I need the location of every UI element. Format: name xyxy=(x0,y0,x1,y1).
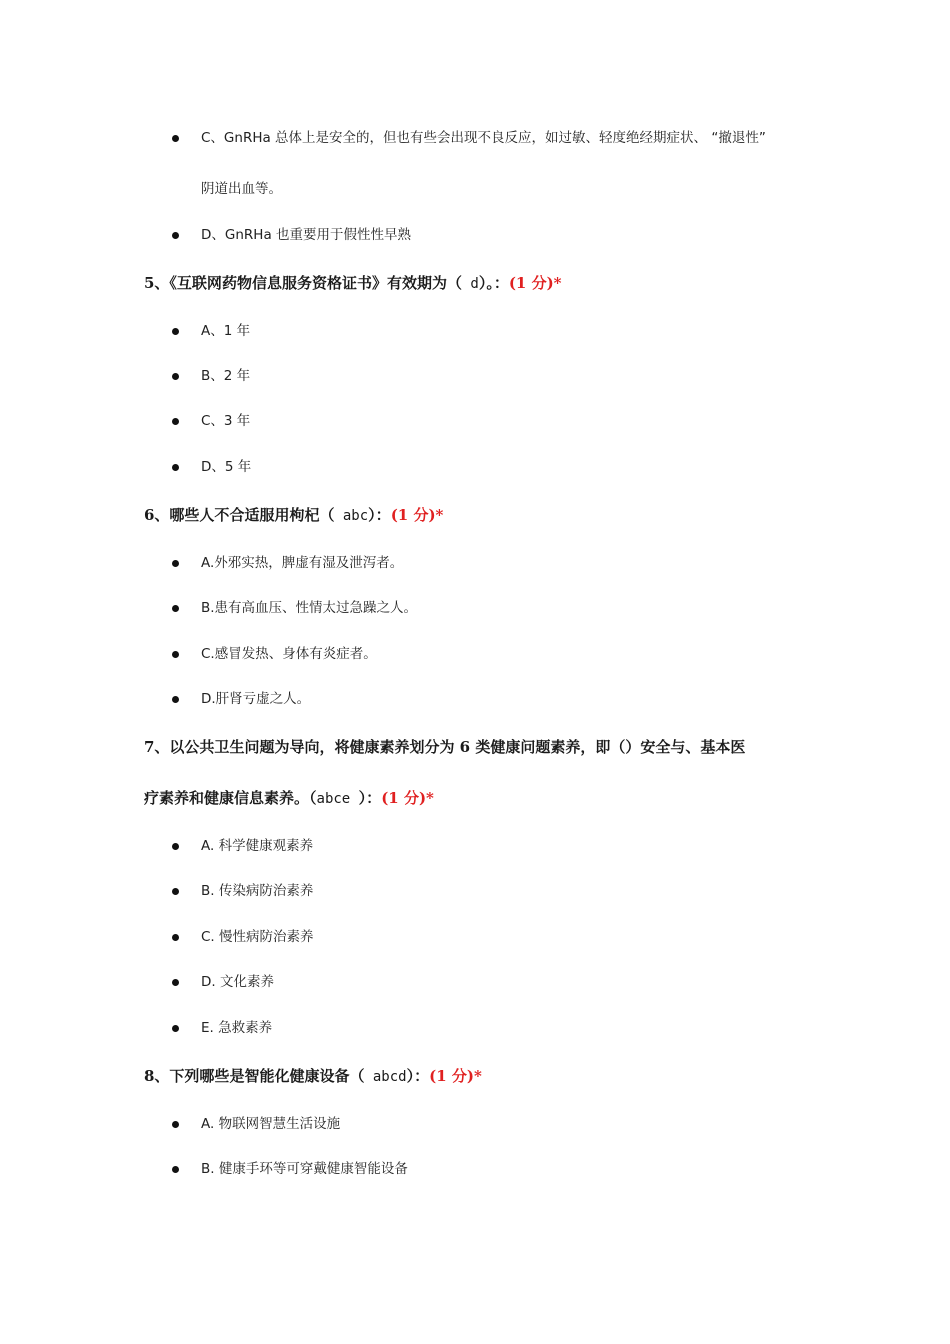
question-prefix: 6、哪些人不合适服用枸杞（ xyxy=(144,506,335,524)
list-item xyxy=(0,457,950,481)
bullet-icon xyxy=(172,934,179,941)
question-score: (1 分)* xyxy=(508,274,562,292)
option-text: B、2 年 xyxy=(201,368,251,384)
bullet-icon xyxy=(172,979,179,986)
list-item xyxy=(0,689,950,713)
option-text: C. 慢性病防治素养 xyxy=(201,929,314,945)
bullet-icon xyxy=(172,1166,179,1173)
question-answer: abcd xyxy=(364,1069,407,1085)
question-prefix: 疗素养和健康信息素养。（ xyxy=(144,789,317,807)
bullet-icon xyxy=(172,464,179,471)
option-text: B. 健康手环等可穿戴健康智能设备 xyxy=(201,1161,408,1177)
option-text: C.感冒发热、身体有炎症者。 xyxy=(201,646,377,662)
question-title-line1: 7、以公共卫生问题为导向，将健康素养划分为 6 类健康问题素养，即（）安全与、基本医 xyxy=(144,738,746,756)
list-item xyxy=(0,366,950,390)
question-score: (1 分)* xyxy=(429,1067,482,1085)
option-text: D、GnRHa 也重要用于假性性早熟 xyxy=(201,227,412,243)
list-item xyxy=(0,644,950,668)
option-text: A.外邪实热，脾虚有湿及泄泻者。 xyxy=(201,555,404,571)
question-prefix: 8、下列哪些是智能化健康设备（ xyxy=(144,1067,365,1085)
list-item xyxy=(0,321,950,345)
question-answer: abce xyxy=(316,791,359,807)
bullet-icon xyxy=(172,605,179,612)
bullet-icon xyxy=(172,328,179,335)
bullet-icon xyxy=(172,560,179,567)
option-text: A. 科学健康观素养 xyxy=(201,838,314,854)
question-suffix: ）。： xyxy=(478,274,509,292)
list-item xyxy=(0,1018,950,1042)
option-text: C、GnRHa 总体上是安全的，但也有些会出现不良反应，如过敏、轻度绝经期症状、 “撤退性” xyxy=(201,130,766,146)
option-continuation: 阴道出血等。 xyxy=(201,181,282,197)
list-item xyxy=(0,836,950,860)
bullet-icon xyxy=(172,843,179,850)
question-answer: d xyxy=(461,276,479,292)
bullet-icon xyxy=(172,373,179,380)
option-text: D、5 年 xyxy=(201,459,252,475)
question-title xyxy=(144,787,434,810)
bullet-icon xyxy=(172,135,179,142)
question-suffix: ）： xyxy=(358,789,382,807)
option-text: A、1 年 xyxy=(201,323,251,339)
question-suffix: ）： xyxy=(368,506,391,524)
question-title xyxy=(144,1065,482,1088)
option-text: B. 传染病防治素养 xyxy=(201,883,314,899)
bullet-icon xyxy=(172,418,179,425)
list-item xyxy=(0,1114,950,1138)
question-prefix: 5、《互联网药物信息服务资格证书》有效期为（ xyxy=(144,274,462,292)
question-answer: abc xyxy=(334,508,369,524)
question-title xyxy=(144,272,562,295)
list-item xyxy=(0,881,950,905)
list-item xyxy=(0,972,950,996)
list-item xyxy=(0,553,950,577)
question-suffix: ）： xyxy=(406,1067,430,1085)
option-text: C、3 年 xyxy=(201,413,251,429)
list-item xyxy=(0,225,950,249)
bullet-icon xyxy=(172,696,179,703)
option-text: D. 文化素养 xyxy=(201,974,274,990)
option-text: B.患有高血压、性情太过急躁之人。 xyxy=(201,600,418,616)
list-item xyxy=(0,128,950,152)
option-text: A. 物联网智慧生活设施 xyxy=(201,1116,341,1132)
list-item xyxy=(0,598,950,622)
bullet-icon xyxy=(172,232,179,239)
list-item xyxy=(0,411,950,435)
question-score: (1 分)* xyxy=(390,506,444,524)
list-item xyxy=(0,1159,950,1183)
question-title xyxy=(144,504,443,527)
option-text: D.肝肾亏虚之人。 xyxy=(201,691,311,707)
list-item xyxy=(0,927,950,951)
bullet-icon xyxy=(172,888,179,895)
question-score: (1 分)* xyxy=(381,789,434,807)
bullet-icon xyxy=(172,1121,179,1128)
bullet-icon xyxy=(172,651,179,658)
bullet-icon xyxy=(172,1025,179,1032)
option-text: E. 急救素养 xyxy=(201,1020,273,1036)
